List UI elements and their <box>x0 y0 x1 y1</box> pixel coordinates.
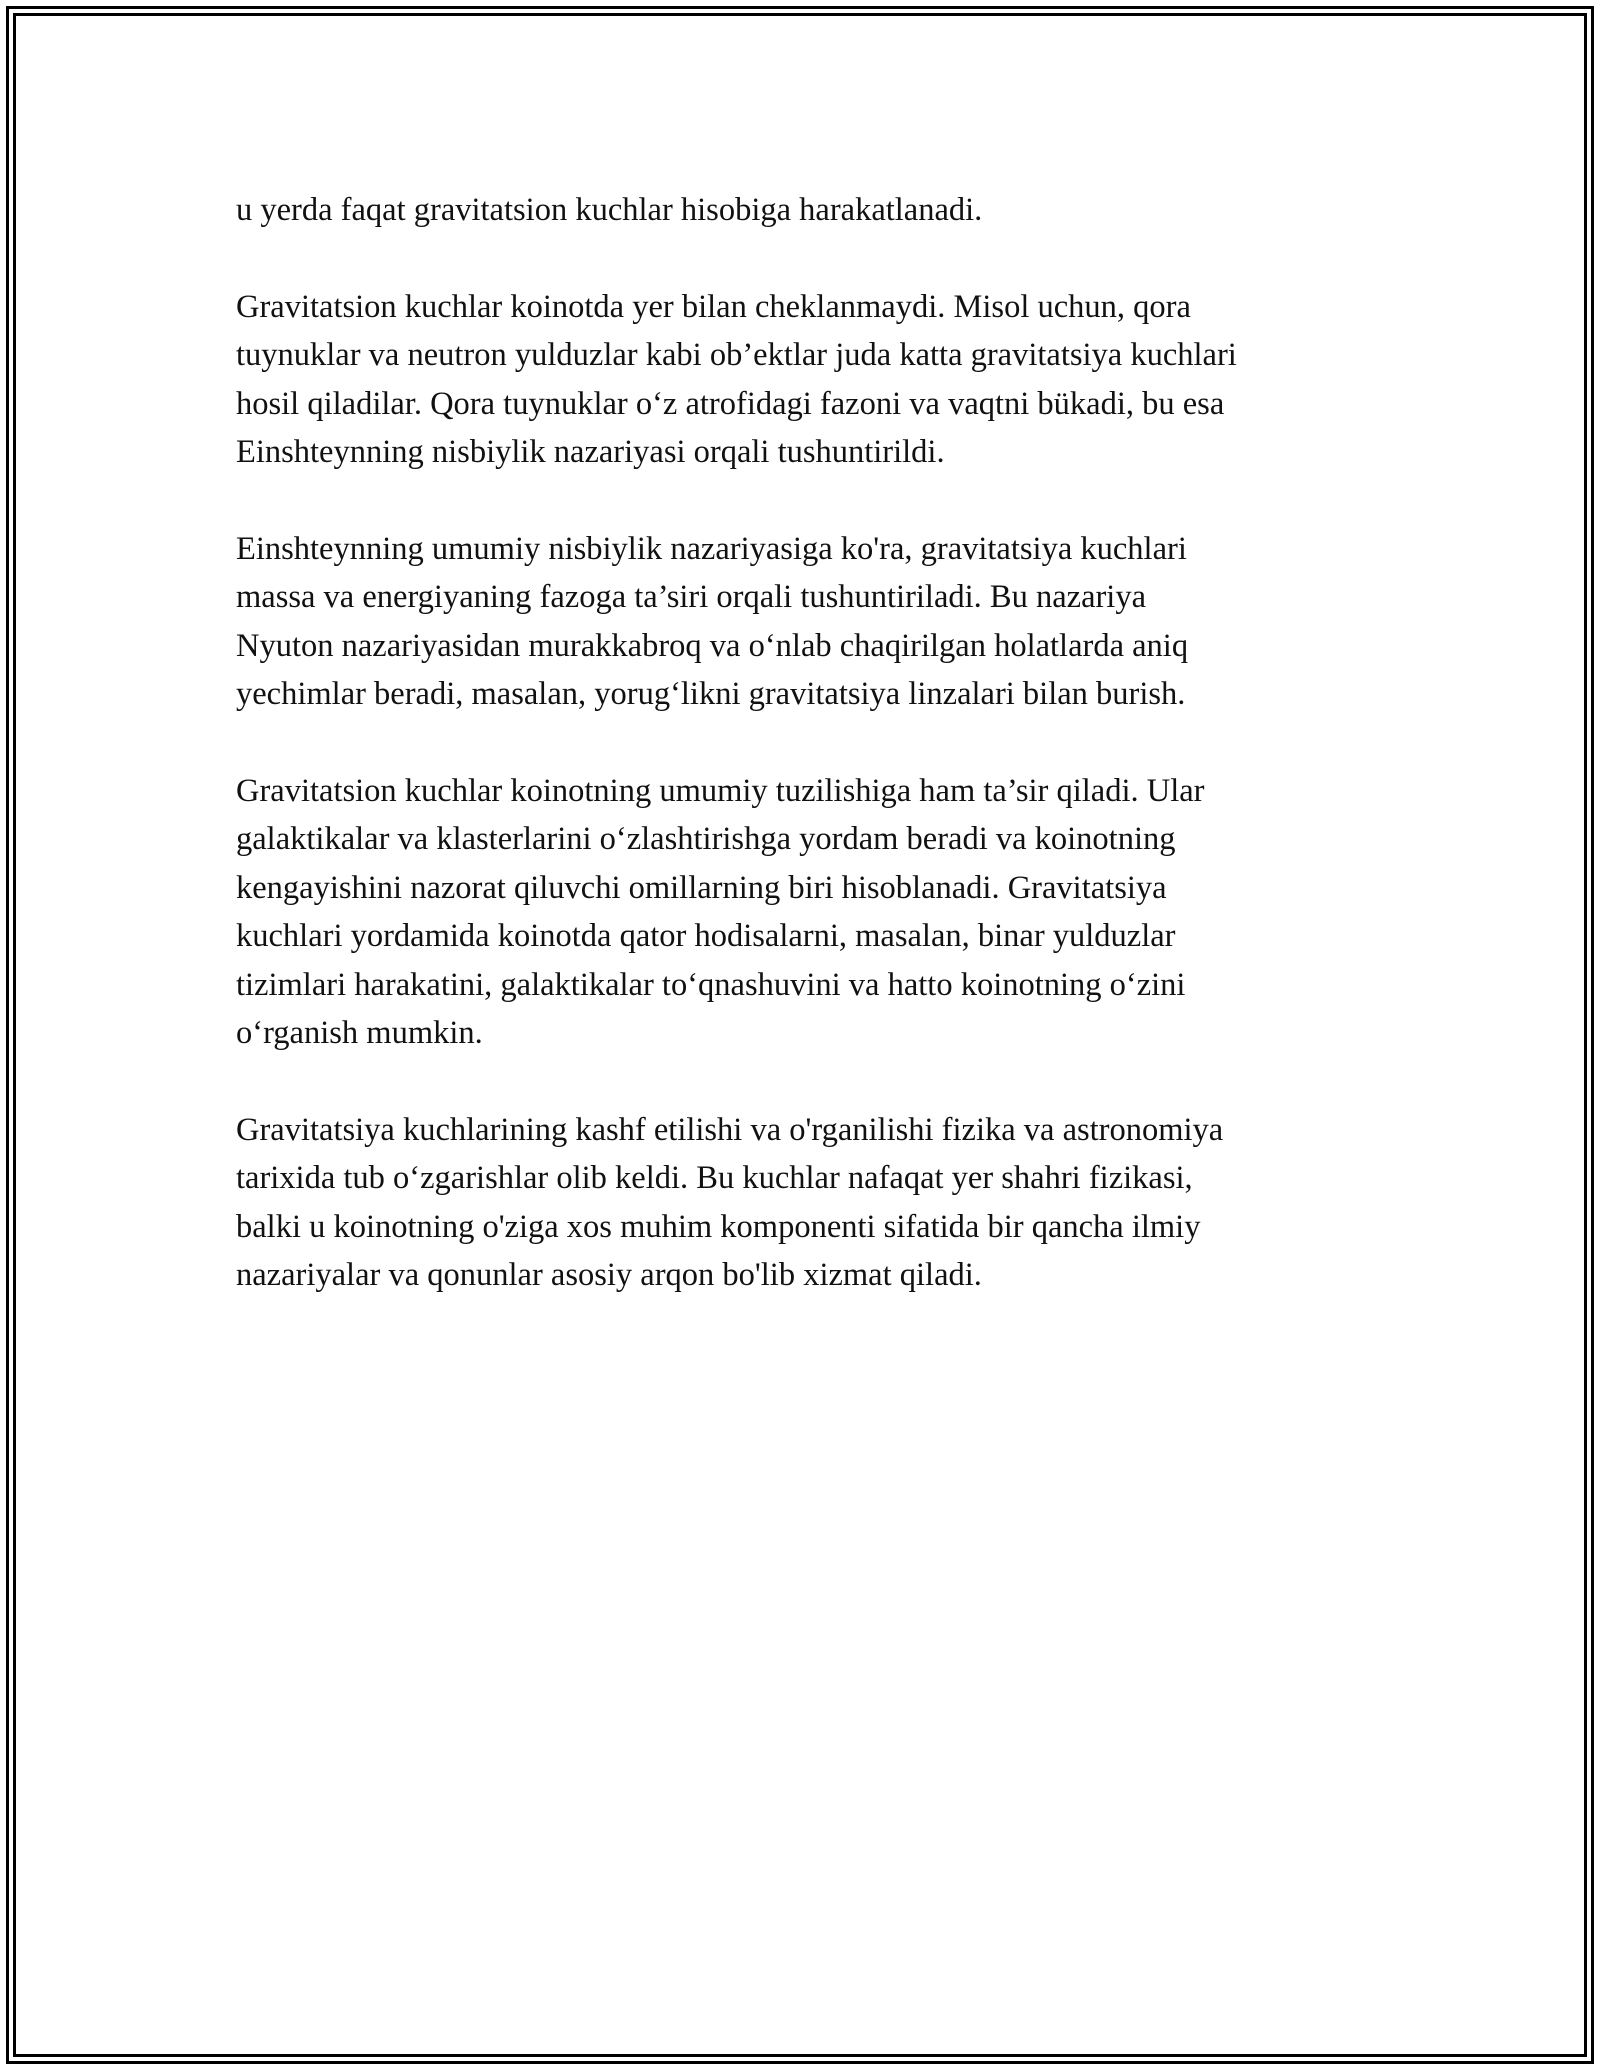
text-line: Einshteynning nisbiylik nazariyasi orqali tushuntirildi. <box>236 434 945 470</box>
text-line: kengayishini nazorat qiluvchi omillarning biri hisoblanadi. Gravitatsiya <box>236 869 1167 906</box>
paragraph <box>236 1106 1376 1300</box>
text-line: tarixida tub oʻzgarishlar olib keldi. Bu kuchlar nafaqat yer shahri fizikasi, <box>236 1160 1193 1196</box>
text-line: nazariyalar va qonunlar asosiy arqon bo'lib xizmat qiladi. <box>236 1257 982 1293</box>
paragraph <box>236 767 1376 1058</box>
paragraph <box>236 525 1376 719</box>
text-line: Nyuton nazariyasidan murakkabroq va oʻnlab chaqirilgan holatlarda aniq <box>236 627 1189 664</box>
text-line: kuchlari yordamida koinotda qator hodisalarni, masalan, binar yulduzlar <box>236 918 1176 954</box>
text-line: Einshteynning umumiy nisbiylik nazariyasiga ko'ra, gravitatsiya kuchlari <box>236 530 1187 567</box>
paragraph <box>236 283 1376 477</box>
text-line: massa va energiyaning fazoga ta’siri orqali tushuntiriladi. Bu nazariya <box>236 579 1147 615</box>
text-line: Gravitatsiya kuchlarining kashf etilishi va o'rganilishi fizika va astronomiya <box>236 1111 1224 1148</box>
text-line: hosil qiladilar. Qora tuynuklar oʻz atrofidagi fazoni va vaqtni bükadi, bu esa <box>236 385 1225 422</box>
text-line: galaktikalar va klasterlarini oʻzlashtirishga yordam beradi va koinotning <box>236 821 1176 857</box>
text-line: tizimlari harakatini, galaktikalar toʻqnashuvini va hatto koinotning oʻzini <box>236 966 1186 1003</box>
text-line: Gravitatsion kuchlar koinotning umumiy tuzilishiga ham ta’sir qiladi. Ular <box>236 772 1205 809</box>
text-line: Gravitatsion kuchlar koinotda yer bilan cheklanmaydi. Misol uchun, qora <box>236 288 1191 325</box>
text-line: yechimlar beradi, masalan, yorugʻlikni gravitatsiya linzalari bilan burish. <box>236 676 1186 712</box>
text-line: tuynuklar va neutron yulduzlar kabi ob’ektlar juda katta gravitatsiya kuchlari <box>236 337 1237 373</box>
paragraph <box>236 186 1376 235</box>
text-line: balki u koinotning o'ziga xos muhim komponenti sifatida bir qancha ilmiy <box>236 1208 1201 1245</box>
text-line: u yerda faqat gravitatsion kuchlar hisobiga harakatlanadi. <box>236 192 983 228</box>
text-line: oʻrganish mumkin. <box>236 1015 483 1051</box>
document-body <box>236 186 1376 1348</box>
